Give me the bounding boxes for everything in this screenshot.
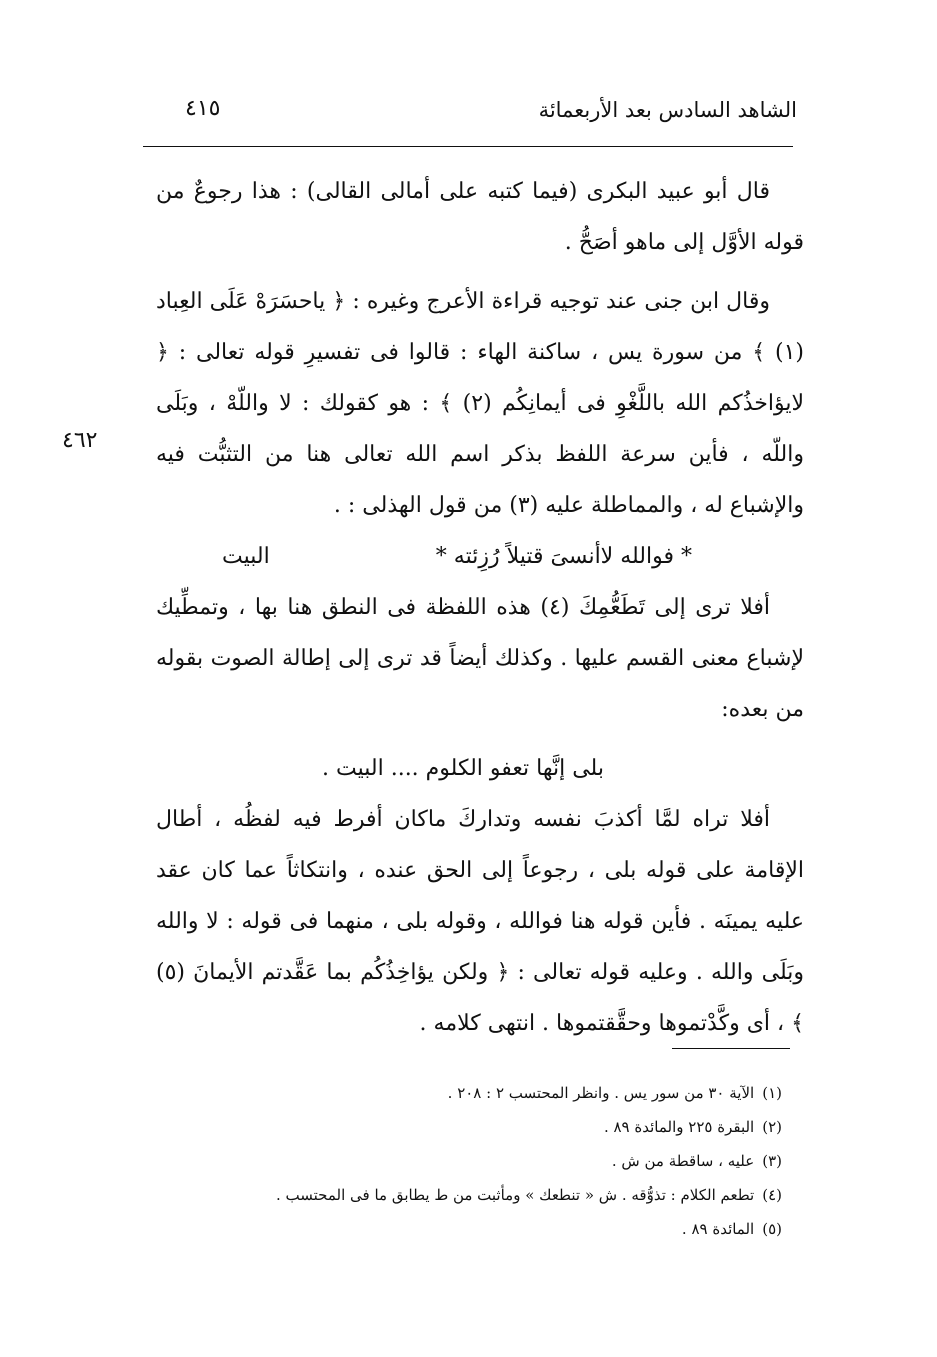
verse-text: * فوالله لاأنسىَ قتيلاً رُزِئته *: [435, 544, 692, 569]
footnote-number: (٤): [762, 1186, 782, 1204]
running-title: الشاهد السادس بعد الأربعمائة: [538, 98, 797, 122]
header-rule: [143, 146, 793, 147]
footnotes: [182, 1076, 782, 1246]
main-text: [156, 166, 804, 1049]
footnote-rule: [672, 1048, 790, 1049]
footnote-number: (٣): [762, 1152, 782, 1170]
paragraph-4: أفلا تراه لمَّا أكذبَ نفسه وتداركَ ماكان أفرط فيه لفظُه ، أطال الإقامة على قوله بلى ، رجوعاً إلى الحق عنده ، وانتكاثاً عما كان عقد عليه يمينَه . فأين قوله هنا فوالله ، وقوله بلى ، منهما فى قوله : لا والله وبَلَى والله . وعليه قوله تعالى : ﴿ ولكن يؤاخِذُكُم بما عَقَّدتم الأيمانَ (٥) ﴾ ، أى وكَّدْتموها وحقَّقتموها . انتهى كلامه .: [156, 807, 804, 1036]
verse-line-2: بلى إنَّها تعفو الكلوم .... البيت .: [322, 756, 604, 781]
footnote: [182, 1178, 782, 1212]
verse-tag: البيت: [222, 544, 270, 569]
footnote: [182, 1110, 782, 1144]
footnote: [182, 1144, 782, 1178]
footnote-text: البقرة ٢٢٥ والمائدة ٨٩ .: [603, 1118, 755, 1136]
paragraph-1: قال أبو عبيد البكرى (فيما كتبه على أمالى القالى) : هذا رجوعٌ من قوله الأوَّل إلى ماهو أصَحُّ .: [156, 179, 804, 255]
footnote-number: (٥): [762, 1220, 782, 1238]
footnote: [182, 1212, 782, 1246]
footnote-number: (١): [762, 1084, 782, 1102]
footnote-text: الآية ٣٠ من سور يس . وانظر المحتسب ٢ : ٢٠٨ .: [447, 1084, 755, 1102]
footnote-number: (٢): [762, 1118, 782, 1136]
footnote-text: تطعم الكلام : تذوُّقه . ش « تنطعك » ومأثبت من ط يطابق ما فى المحتسب .: [275, 1186, 755, 1204]
footnote-text: المائدة ٨٩ .: [681, 1220, 755, 1238]
margin-page-number: ٤٦٢: [62, 428, 98, 453]
paragraph-3: أفلا ترى إلى تَطَعُّمِكَ (٤) هذه اللفظة فى النطق هنا بها ، وتمطِّيك لإشباع معنى القسم عليها . وكذلك أيضاً قد ترى إلى إطالة الصوت بقوله من بعده:: [156, 595, 804, 722]
footnote-text: عليه ، ساقطة من ش .: [611, 1152, 755, 1170]
paragraph-2: وقال ابن جنى عند توجيه قراءة الأعرج وغيره : ﴿ ياحسَرَهْ عَلَى العِباد (١) ﴾ من سورة يس ، ساكنة الهاء : قالوا فى تفسيرِ قوله تعالى : ﴿ لايؤاخذُكم الله باللَّغْوِ فى أيمانِكُم (٢) ﴾ : هو كقولك : لا واللّهْ ، وبَلَى واللّه ، فأين سرعة اللفظ بذكر اسم الله تعالى هنا من التثبُّت فيه والإشباع له ، والمماطلة عليه (٣) من قول الهذلى : .: [156, 289, 804, 518]
verse-line-1: [156, 531, 804, 582]
footnote: [182, 1076, 782, 1110]
page-number: ٤١٥: [185, 96, 221, 121]
